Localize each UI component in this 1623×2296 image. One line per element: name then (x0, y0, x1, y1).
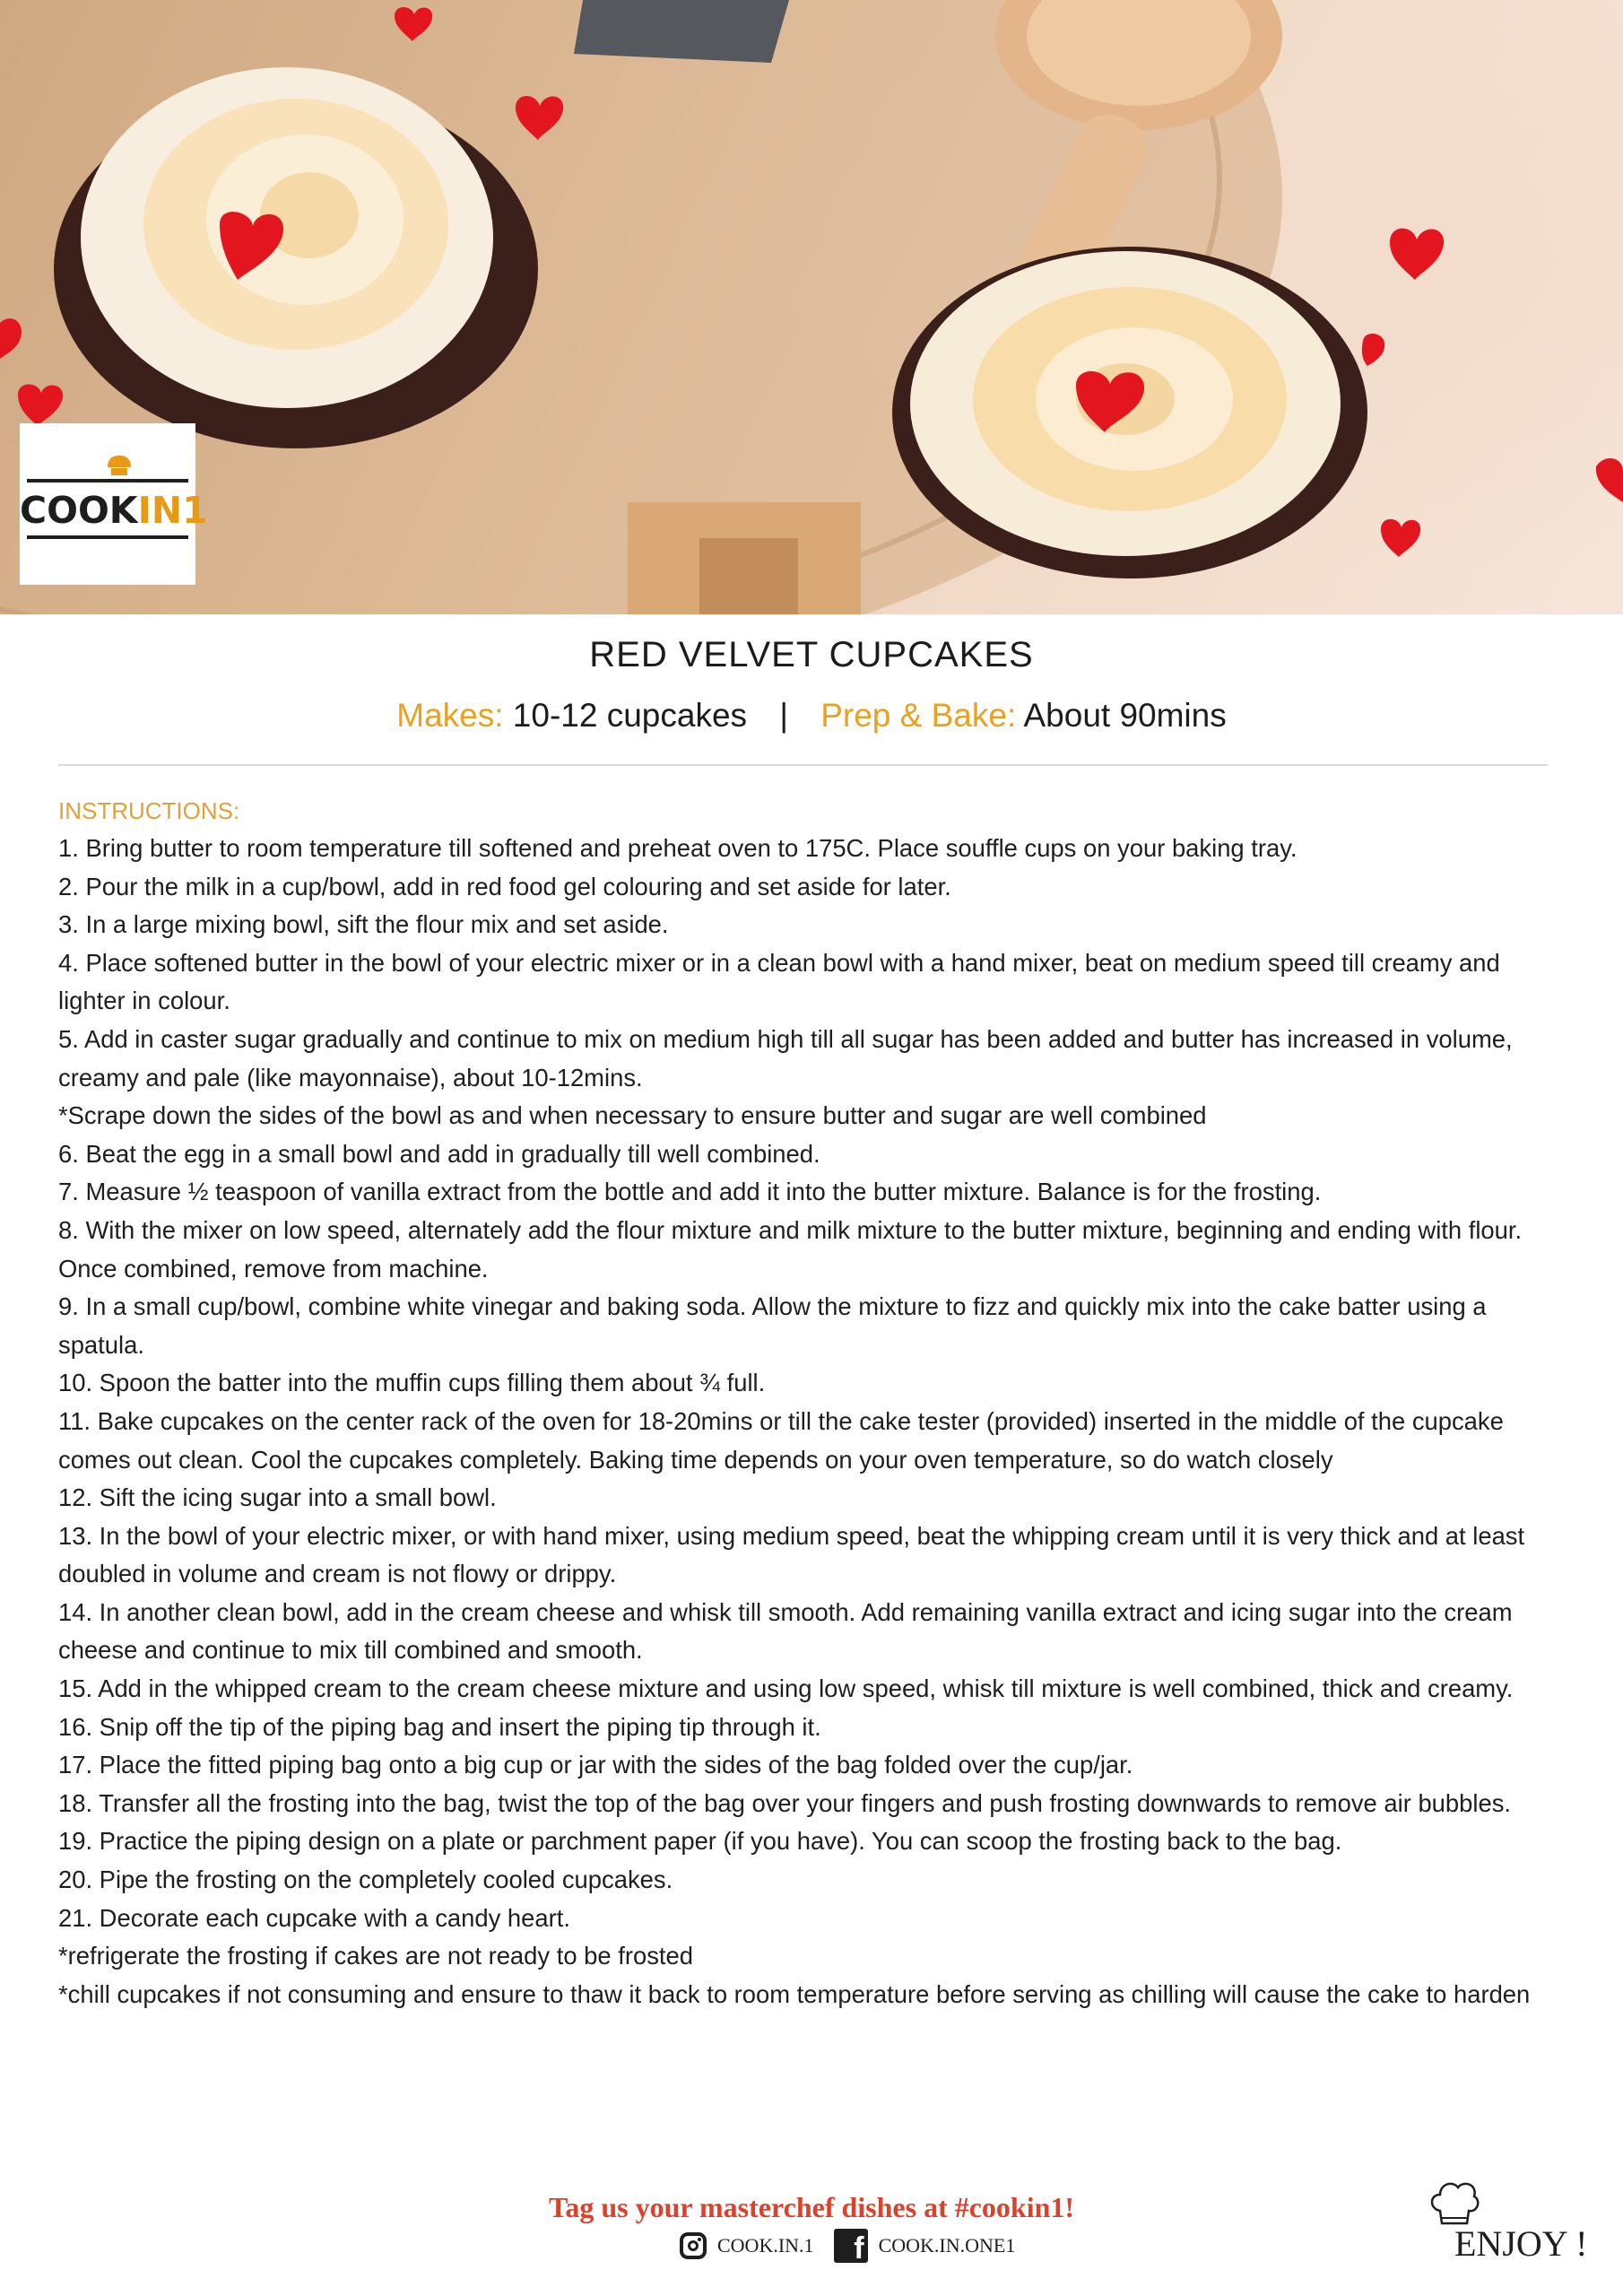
instruction-note: *refrigerate the frosting if cakes are not ready to be frosted (58, 1942, 693, 1970)
instruction-step: 2. Pour the milk in a cup/bowl, add in red food gel colouring and set aside for later. (58, 872, 951, 900)
instruction-step: 12. Sift the icing sugar into a small bowl. (58, 1483, 497, 1512)
cupcakes-illustration (0, 0, 1623, 614)
instruction-step: 17. Place the fitted piping bag onto a big cup or jar with the sides of the bag folded over the cup/jar. (58, 1751, 1133, 1779)
hero-photo (0, 0, 1623, 614)
instruction-list (58, 830, 1556, 2013)
recipe-title: RED VELVET CUPCAKES (589, 635, 1034, 674)
enjoy-label: ENJOY ! (1454, 2223, 1588, 2264)
instruction-step: 18. Transfer all the frosting into the bag, twist the top of the bag over your fingers and push frosting downwards to remove air bubbles. (58, 1788, 1512, 1817)
instruction-step: 20. Pipe the frosting on the completely cooled cupcakes. (58, 1866, 673, 1894)
instruction-step: 14. In another clean bowl, add in the cream cheese and whisk till smooth. Add remaining vanilla extract and icing sugar into the cream cheese and continue to mix till combined and smooth. (58, 1597, 1513, 1665)
prep-label: Prep & Bake: (820, 697, 1017, 734)
instruction-step: 6. Beat the egg in a small bowl and add in gradually till well combined. (58, 1139, 820, 1168)
recipe-meta (0, 691, 1623, 741)
logo-wordmark: COOKIN1 (20, 489, 208, 532)
instruction-step: 10. Spoon the batter into the muffin cups filling them about ¾ full. (58, 1369, 766, 1397)
instruction-step: 21. Decorate each cupcake with a candy heart. (58, 1903, 570, 1932)
footer-tagline: Tag us your masterchef dishes at #cookin1! (548, 2191, 1075, 2223)
instruction-step: 1. Bring butter to room temperature till softened and preheat oven to 175C. Place souffle cups on your baking tray. (58, 834, 1298, 862)
makes-label: Makes: (396, 697, 504, 734)
instruction-step: 11. Bake cupcakes on the center rack of the oven for 18-20mins or till the cake tester (provided) inserted in the middle of the cupcake comes out clean. Cool the cupcakes completely. Baking time depends on your oven temperature, so do watch closely (58, 1406, 1504, 1474)
instruction-step: 13. In the bowl of your electric mixer, or with hand mixer, using medium speed, beat the whipping cream until it is very thick and at least doubled in volume and cream is not flowy or drippy. (58, 1521, 1525, 1588)
prep-value: About 90mins (1023, 697, 1227, 734)
meta-separator: | (779, 697, 788, 734)
cookin1-logo (20, 423, 208, 585)
instruction-step: 8. With the mixer on low speed, alternately add the flour mixture and milk mixture to the butter mixture, beginning and ending with flour. Once combined, remove from machine. (58, 1215, 1523, 1283)
instruction-step: 15. Add in the whipped cream to the cream cheese mixture and using low speed, whisk till mixture is well combined, thick and creamy. (58, 1674, 1514, 1703)
instruction-step: 19. Practice the piping design on a plate or parchment paper (if you have). You can scoop the frosting back to the bag. (58, 1827, 1342, 1856)
divider (58, 764, 1548, 766)
social-links (680, 2226, 1015, 2266)
instruction-step: 4. Place softened butter in the bowl of your electric mixer or in a clean bowl with a hand mixer, beat on medium speed till creamy and lighter in colour. (58, 948, 1500, 1015)
chef-hat-icon (108, 456, 131, 467)
instructions-heading: INSTRUCTIONS: (58, 797, 240, 824)
makes-value: 10-12 cupcakes (512, 697, 748, 734)
instruction-step: 9. In a small cup/bowl, combine white vinegar and baking soda. Allow the mixture to fizz and quickly mix into the cake batter using a spatula. (58, 1292, 1487, 1359)
instruction-step: 7. Measure ½ teaspoon of vanilla extract from the bottle and add it into the butter mixture. Balance is for the frosting. (58, 1178, 1322, 1206)
instagram-icon[interactable] (680, 2232, 707, 2259)
instruction-step: 16. Snip off the tip of the piping bag and insert the piping tip through it. (58, 1712, 821, 1741)
facebook-handle[interactable]: COOK.IN.ONE1 (878, 2234, 1016, 2257)
instruction-note: *Scrape down the sides of the bowl as and when necessary to ensure butter and sugar are well combined (58, 1101, 1207, 1130)
instruction-step: 3. In a large mixing bowl, sift the flour mix and set aside. (58, 910, 669, 939)
instruction-note: *chill cupcakes if not consuming and ensure to thaw it back to room temperature before serving as chilling will cause the cake to harden (58, 1979, 1531, 2008)
facebook-icon[interactable]: f (834, 2229, 868, 2263)
instruction-step: 5. Add in caster sugar gradually and continue to mix on medium high till all sugar has been added and butter has increased in volume, creamy and pale (like mayonnaise), about 10-12mins. (58, 1024, 1513, 1091)
instagram-handle[interactable]: COOK.IN.1 (717, 2234, 814, 2257)
